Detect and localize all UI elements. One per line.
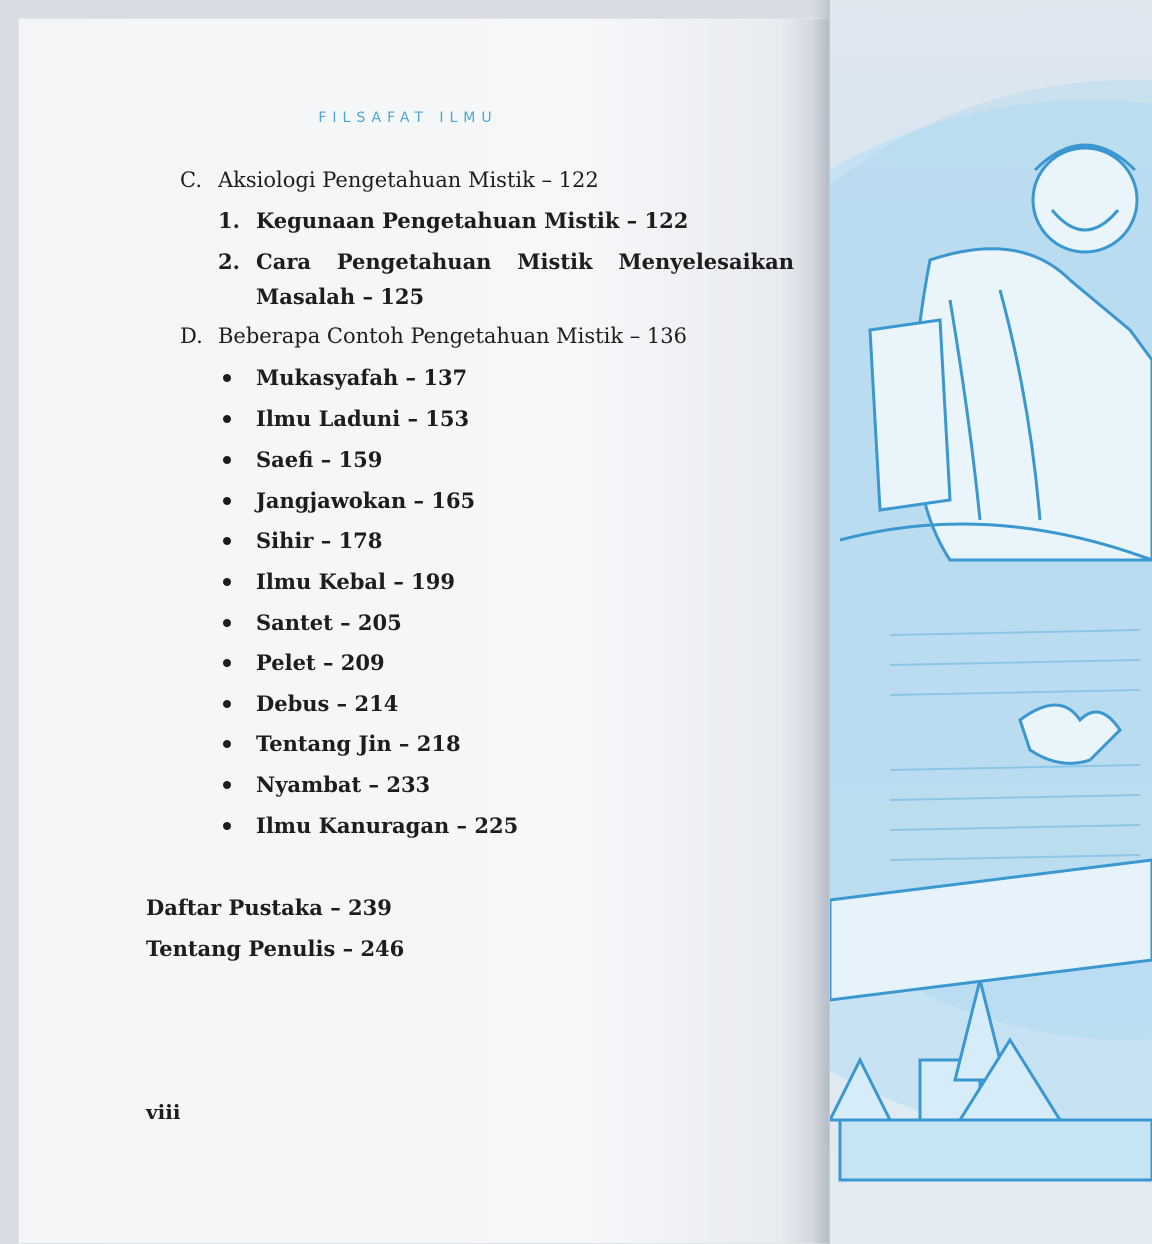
bullet-icon xyxy=(223,456,231,464)
left-page xyxy=(18,18,830,1244)
toc-section-d xyxy=(180,326,687,347)
bullet-item: Ilmu Kebal – 199 xyxy=(256,569,455,594)
bullet-item: Pelet – 209 xyxy=(256,650,385,675)
toc-marker: 1. xyxy=(218,208,240,233)
philosopher-illustration xyxy=(830,0,1152,1244)
page-number: viii xyxy=(146,1100,181,1124)
toc-item-c2-marker xyxy=(218,251,256,272)
bullet-item: Nyambat – 233 xyxy=(256,772,431,797)
bullet-icon xyxy=(223,619,231,627)
bullet-item: Tentang Jin – 218 xyxy=(256,731,461,756)
bullet-icon xyxy=(223,537,231,545)
toc-marker: C. xyxy=(180,168,202,192)
toc-word: Cara xyxy=(256,249,311,274)
toc-item-c1 xyxy=(218,210,688,231)
bullet-icon xyxy=(223,578,231,586)
cover-illustration xyxy=(830,0,1152,1244)
bullet-item: Mukasyafah – 137 xyxy=(256,365,468,390)
bullet-item: Santet – 205 xyxy=(256,610,402,635)
bullet-icon xyxy=(223,659,231,667)
bullet-item: Jangjawokan – 165 xyxy=(256,488,476,513)
bullet-icon xyxy=(223,497,231,505)
toc-entry-text: Beberapa Contoh Pengetahuan Mistik – 136 xyxy=(218,324,687,348)
toc-entry-text: Aksiologi Pengetahuan Mistik – 122 xyxy=(218,168,599,192)
bullet-icon xyxy=(223,740,231,748)
bullet-item: Sihir – 178 xyxy=(256,528,383,553)
bullet-icon xyxy=(223,415,231,423)
bullet-icon xyxy=(223,781,231,789)
bullet-item: Saefi – 159 xyxy=(256,447,383,472)
toc-marker: D. xyxy=(180,324,203,348)
toc-daftar-pustaka: Daftar Pustaka – 239 xyxy=(146,895,392,920)
toc-entry-text: Kegunaan Pengetahuan Mistik – 122 xyxy=(256,208,689,233)
toc-tentang-penulis: Tentang Penulis – 246 xyxy=(146,936,405,961)
bullet-icon xyxy=(223,700,231,708)
bullet-item: Ilmu Laduni – 153 xyxy=(256,406,470,431)
bullet-item: Debus – 214 xyxy=(256,691,399,716)
toc-word: Menyelesaikan xyxy=(618,249,794,274)
bullet-icon xyxy=(223,822,231,830)
bullet-item: Ilmu Kanuragan – 225 xyxy=(256,813,519,838)
bullet-icon xyxy=(223,374,231,382)
toc-marker: 2. xyxy=(218,249,240,274)
toc-item-c2-line2: Masalah – 125 xyxy=(256,284,425,309)
toc-word: Mistik xyxy=(517,249,593,274)
toc-section-c xyxy=(180,170,599,191)
running-head: FILSAFAT ILMU xyxy=(318,110,498,126)
toc-word: Pengetahuan xyxy=(336,249,492,274)
toc-item-c2-line1 xyxy=(256,251,794,272)
